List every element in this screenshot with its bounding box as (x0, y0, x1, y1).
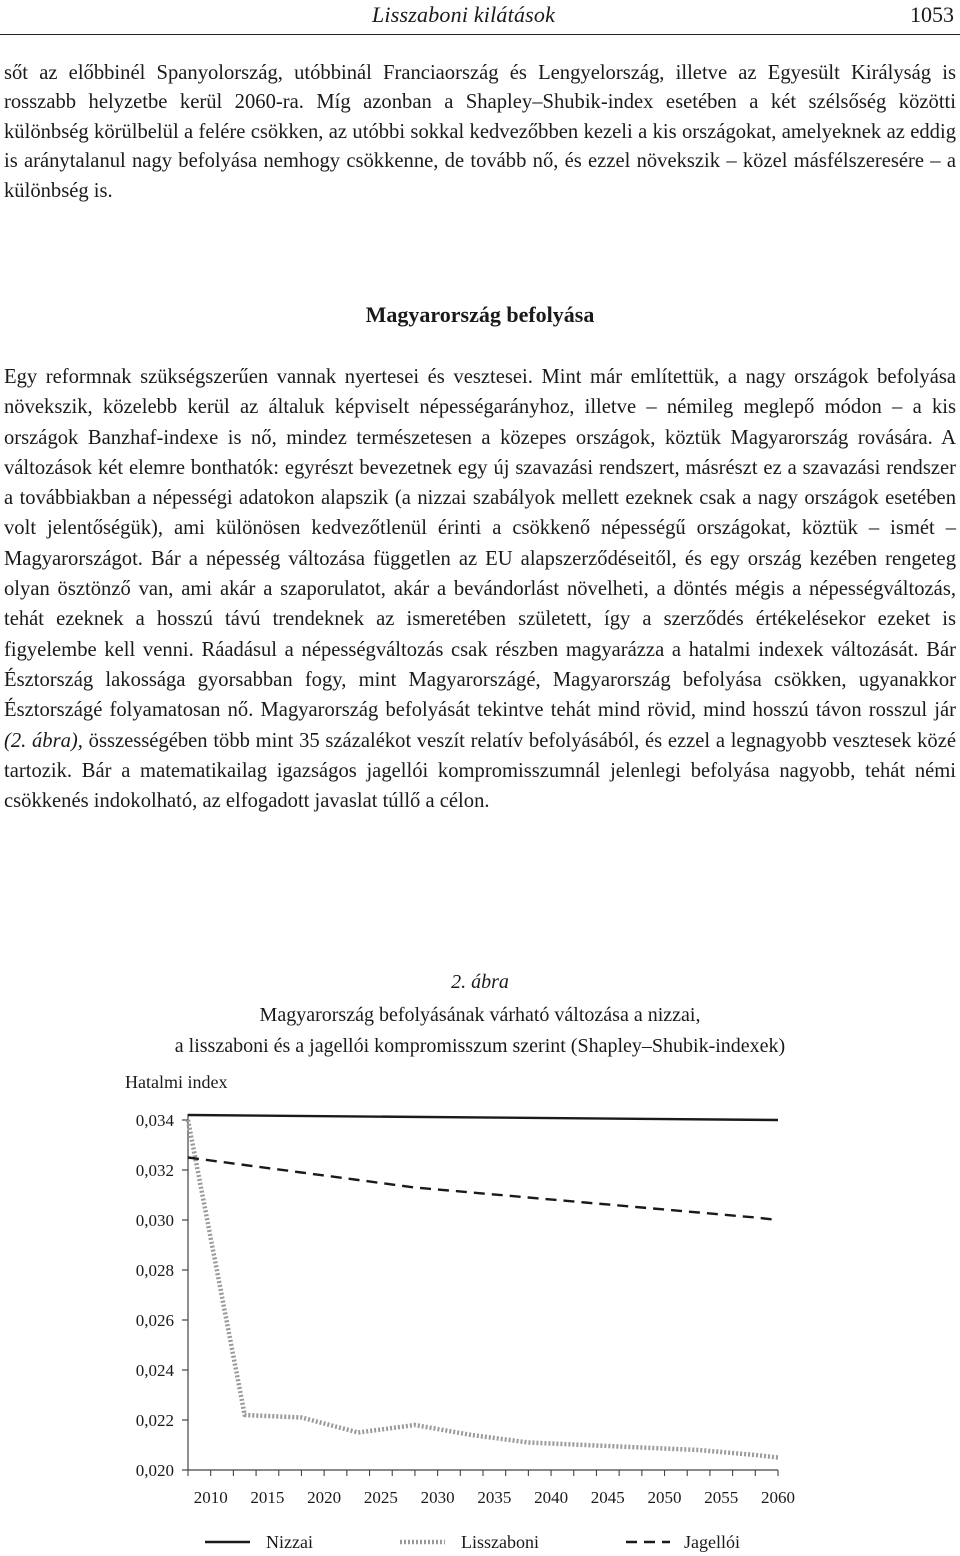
y-tick-label: 0,032 (135, 1161, 174, 1180)
figure-label: 2. ábra (451, 971, 509, 993)
page-number: 1053 (910, 2, 954, 27)
y-tick-label: 0,028 (135, 1261, 174, 1280)
x-tick-label: 2015 (250, 1488, 285, 1507)
y-tick-label: 0,034 (135, 1111, 174, 1130)
legend-label-nizzai: Nizzai (266, 1532, 313, 1552)
x-tick-label: 2030 (420, 1488, 455, 1507)
series-line-nizzai (188, 1115, 778, 1120)
x-tick-label: 2035 (477, 1488, 512, 1507)
y-axis-title: Hatalmi index (125, 1072, 228, 1092)
figure-reference[interactable]: (2. ábra), (4, 729, 83, 752)
y-tick-label: 0,022 (135, 1411, 174, 1430)
running-title: Lisszaboni kilátások (372, 2, 556, 27)
paragraph-text-after-ref: összességében több mint 35 százalékot veszít relatív befolyásából, és ezzel a legnagyobb vesztesek közé tartozik. Bár a matematikailag igazságos jagellói kompromisszumnál jelenlegi befolyása nagyobb, tehát némi csökkenés indokolható, az elfogadott javaslat túllő a célon. (4, 729, 956, 813)
y-tick-label: 0,026 (135, 1311, 174, 1330)
figure-title (0, 1000, 960, 1062)
figure-title-line-2: a lisszaboni és a jagellói kompromisszum szerint (Shapley–Shubik-indexek) (174, 1035, 786, 1057)
line-chart (0, 1060, 960, 1556)
legend-label-lisszaboni: Lisszaboni (461, 1532, 539, 1552)
x-tick-label: 2050 (647, 1488, 682, 1507)
paragraph-text-before-ref: Egy reformnak szükségszerűen vannak nyertesei és vesztesei. Mint már említettük, a nagy országok befolyása növekszik, közelebb kerül az általuk képviselt népességarányhoz, illetve – némileg meglepő módon – a kis országok Banzhaf-indexe is nő, mindez természetesen a közepes országok, köztük Magyarország rovására. A változások két elemre bonthatók: egyrészt bevezetnek egy új szavazási rendszert, másrészt ez a szavazási rendszer a továbbiakban a népességi adatokon alapszik (a nizzai szabályok mellett ezeknek csak a nagy országok esetében volt jelentőségük), ami különösen kedvezőtlenül érinti a csökkenő népességű országokat, köztük – ismét – Magyarországot. Bár a népesség változása független az EU alapszerződéseitől, és egy ország kezében rengeteg olyan ösztönző van, ami akár a szaporulatot, akár a bevándorlást növelheti, a döntés mégis a népességváltozás, tehát ezeknek a hosszú távú trendeknek az ismeretében született, így a szerződés értékelésekor ezeket is figyelembe kell venni. Ráadásul a népességváltozás csak részben magyarázza a hatalmi indexek változását. Bár Észtország lakossága gyorsabban fogy, mint Magyarországé, Magyarország befolyása csökken, ugyanakkor Észtországé folyamatosan nő. Magyarország befolyását tekintve tehát mind rövid, mind hosszú távon rosszul jár (4, 366, 956, 722)
x-tick-label: 2025 (363, 1488, 398, 1507)
x-tick-label: 2040 (534, 1488, 569, 1507)
running-header (0, 0, 960, 35)
x-tick-label: 2020 (307, 1488, 342, 1507)
y-tick-label: 0,020 (135, 1461, 174, 1480)
body-paragraph-2 (4, 362, 956, 816)
y-tick-label: 0,024 (135, 1361, 174, 1380)
x-tick-label: 2060 (761, 1488, 795, 1507)
section-heading: Magyarország befolyása (365, 302, 595, 327)
x-tick-label: 2010 (193, 1488, 228, 1507)
legend-label-jagellói: Jagellói (684, 1532, 740, 1552)
series-line-jagellói (188, 1158, 778, 1221)
figure-title-line-1: Magyarország befolyásának várható változása a nizzai, (259, 1004, 701, 1026)
x-tick-label: 2055 (704, 1488, 739, 1507)
series-line-lisszaboni (188, 1120, 778, 1458)
body-paragraph-1: sőt az előbbinél Spanyolország, utóbbinál Franciaország és Lengyelország, illetve az Egyesült Királyság is rosszabb helyzetbe kerül 2060-ra. Míg azonban a Shapley–Shubik-index esetében a két szélsőség közötti különbség körülbelül a felére csökken, az utóbbi sokkal kedvezőbben kezeli a kis országokat, amelyeknek az eddig is aránytalanul nagy befolyása nemhogy csökkenne, de tovább nő, és ezzel növekszik – közel másfélszeresére – a különbség is. (4, 62, 956, 202)
x-tick-label: 2045 (590, 1488, 625, 1507)
y-tick-label: 0,030 (135, 1211, 174, 1230)
